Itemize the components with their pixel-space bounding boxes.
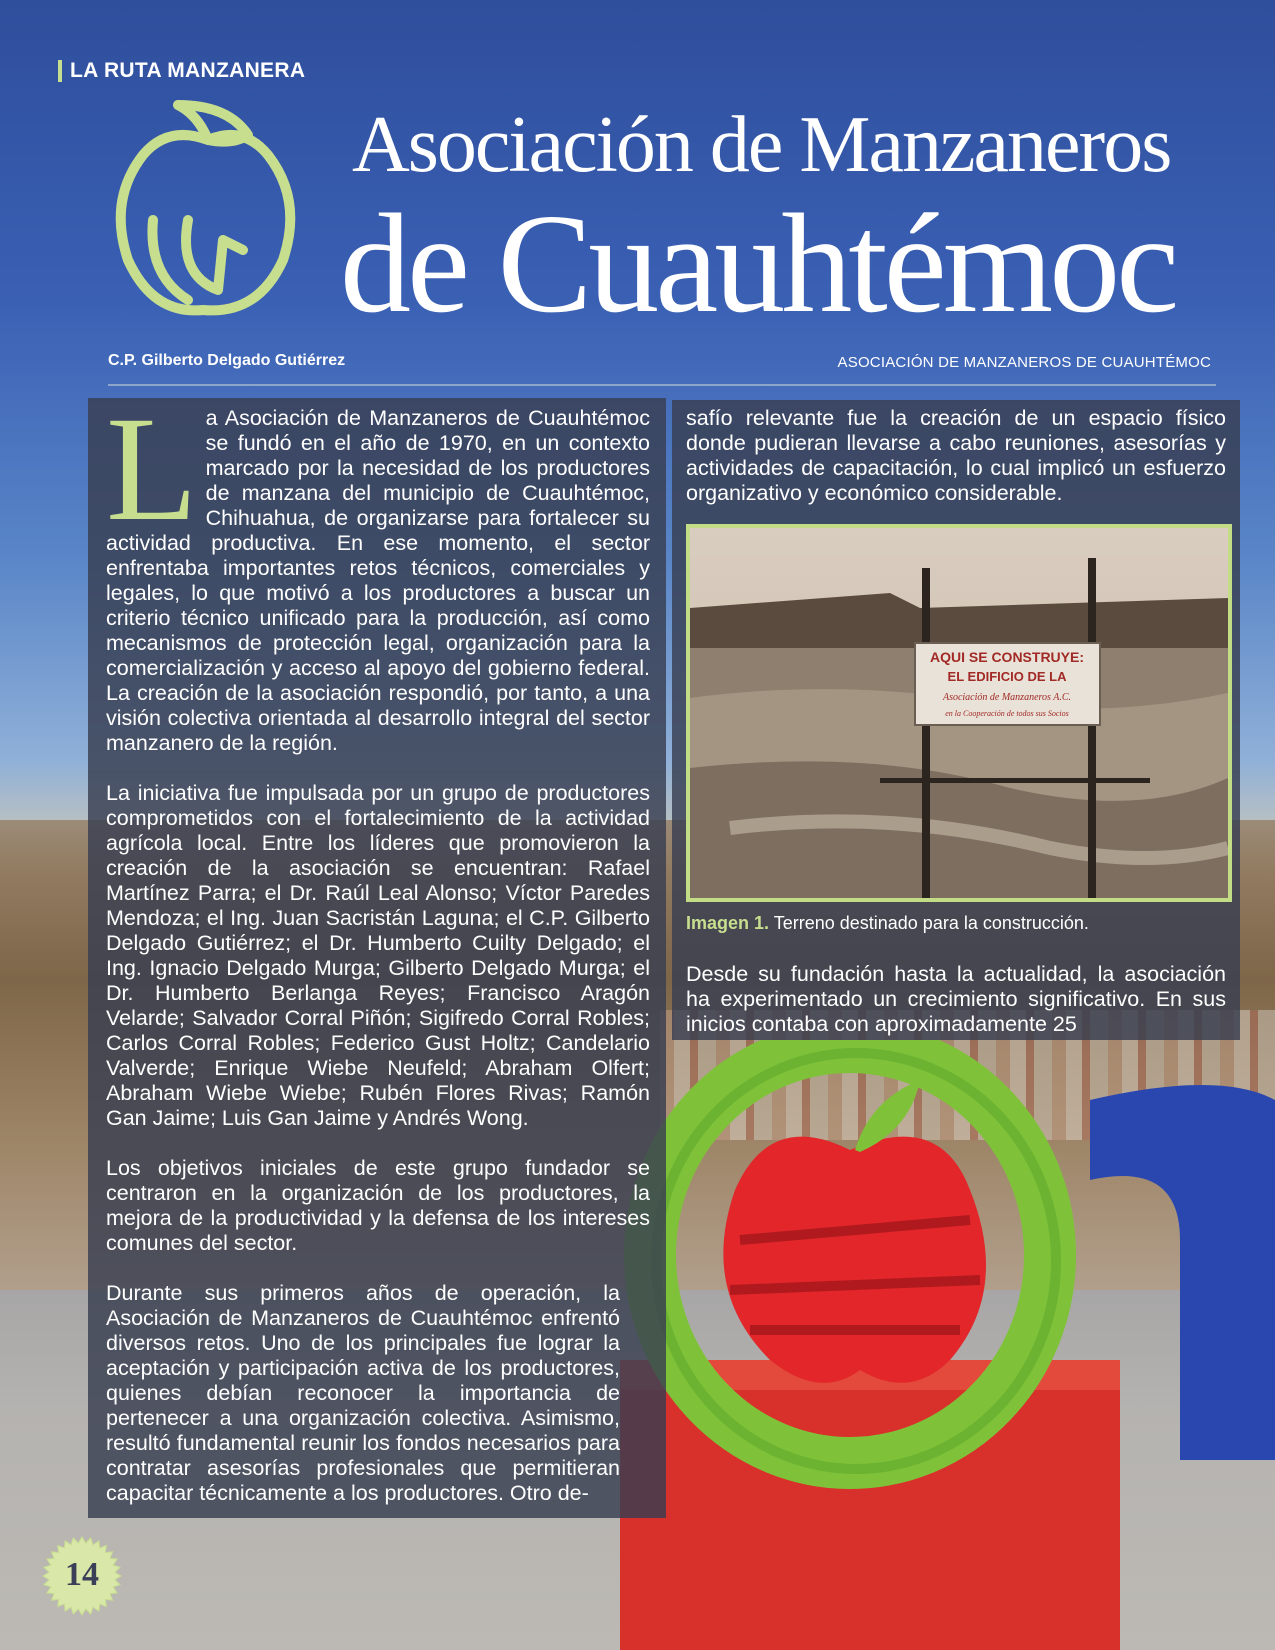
article-column-right (672, 400, 1240, 1040)
article-column-left (88, 386, 666, 1518)
page-number: 14 (65, 1556, 99, 1593)
organization-name: ASOCIACIÓN DE MANZANEROS DE CUAUHTÉMOC (837, 354, 1211, 371)
construction-site-photo (686, 524, 1232, 902)
photo-image (690, 528, 1228, 898)
sign-line-3: Asociación de Manzaneros A.C. (942, 692, 1072, 703)
section-label: LA RUTA MANZANERA (58, 60, 305, 82)
paragraph-4: Durante sus primeros años de operación, la Asociación de Manzaneros de Cuauhtémoc enfrentó diversos retos. Uno de los principales fue lograr la aceptación y participación activa de los productores, quienes debían reconocer la importancia de pertenecer a una organización colectiva. Asimismo, resultó fundamental reunir los fondos necesarios para contratar asesorías profesionales que permitieran capacitar técnicamente a los productores. Otro de- (106, 1281, 620, 1505)
title-line-1: Asociación de Manzaneros (352, 101, 1171, 189)
paragraph-1-text: a Asociación de Manzaneros de Cuauhtémoc se fundó en el año de 1970, en un contexto marcado por la necesidad de los productores de manzana del municipio de Cuauhtémoc, Chihuahua, de organizarse para fortalecer su actividad productiva. En ese momento, el sector enfrentaba importantes retos técnicos, comerciales y legales, lo que motivó a los productores a buscar un criterio técnico unificado para la producción, así como mecanismos de protección legal, organización para la comercialización y acceso al apoyo del gobierno federal. La creación de la asociación respondió, por tanto, a una visión colectiva orientada al desarrollo integral del sector manzanero de la región. (106, 406, 650, 755)
drop-cap: L (106, 386, 198, 552)
figure-caption (686, 912, 1226, 934)
apple-logo-icon (108, 100, 303, 325)
sign-line-2: EL EDIFICIO DE LA (947, 669, 1067, 684)
paragraph-2: La iniciativa fue impulsada por un grupo de productores comprometidos con el fortalecimiento de la actividad agrícola local. Entre los líderes que promovieron la creación de la asociación se encuentran: Rafael Martínez Parra; el Dr. Raúl Leal Alonso; Víctor Paredes Mendoza; el Ing. Juan Sacristán Laguna; el C.P. Gilberto Delgado Gutiérrez; el Dr. Humberto Cuilty Delgado; el Ing. Ignacio Delgado Murga; Gilberto Delgado Murga; el Dr. Humberto Berlanga Reyes; Francisco Aragón Velarde; Salvador Corral Piñón; Sigifredo Corral Robles; Carlos Corral Robles; Federico Gust Holtz; Candelario Valverde; Enrique Wiebe Neufeld; Abraham Olfert; Abraham Wiebe Wiebe; Rubén Flores Rivas; Ramón Gan Jaime; Luis Gan Jaime y Andrés Wong. (106, 781, 650, 1130)
header-divider (108, 384, 1216, 386)
caption-label: Imagen 1. (686, 913, 770, 933)
sign-line-1: AQUI SE CONSTRUYE: (929, 649, 1085, 665)
caption-text: Terreno destinado para la construcción. (769, 913, 1089, 933)
paragraph-6: Desde su fundación hasta la actualidad, la asociación ha experimentado un crecimiento significativo. En sus inicios contaba con aproximadamente 25 (686, 962, 1226, 1036)
paragraph-5: safío relevante fue la creación de un espacio físico donde pudieran llevarse a cabo reuniones, asesorías y actividades de capacitación, lo cual implicó un esfuerzo organizativo y económico considerable. (686, 406, 1226, 505)
paragraph-1 (106, 386, 650, 756)
author: C.P. Gilberto Delgado Gutiérrez (108, 352, 346, 369)
paragraph-3: Los objetivos iniciales de este grupo fundador se centraron en la organización de los productores, la mejora de la productividad y la defensa de los intereses comunes del sector. (106, 1156, 650, 1255)
title-line-2: de Cuauhtémoc (340, 184, 1176, 342)
sign-line-4: en la Cooperación de todos sus Socios (945, 709, 1069, 718)
apple-sculpture-image (620, 1040, 1275, 1650)
